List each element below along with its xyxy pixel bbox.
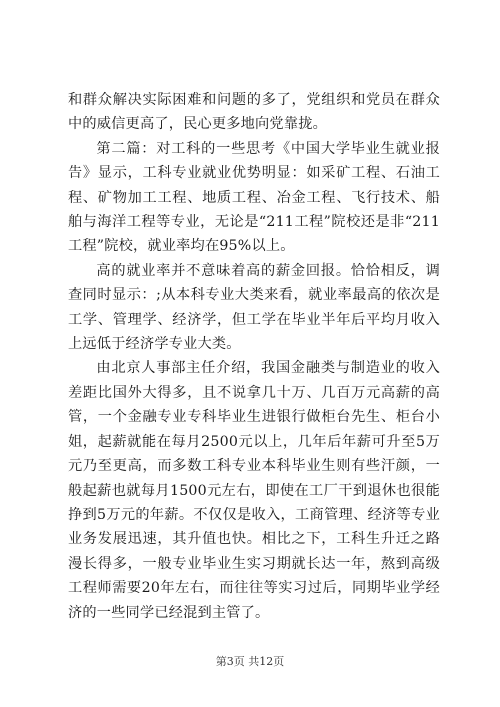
paragraph-continuation: 和群众解决实际困难和问题的多了，党组织和党员在群众中的威信更高了，民心更多地向党靠拢。 bbox=[68, 92, 440, 133]
paragraph-salary-return: 高的就业率并不意味着高的薪金回报。恰恰相反，调查同时显示：;从本科专业大类来看，就业率最高的依次是工学、管理学、经济学，但工学在毕业半年后平均月收入上远低于经济学专业大类。 bbox=[68, 262, 440, 353]
document-body bbox=[68, 88, 440, 625]
paragraph-income-gap: 由北京人事部主任介绍，我国金融类与制造业的收入差距比国外大得多，且不说拿几十万、几百万元高薪的高管，一个金融专业专科毕业生进银行做柜台先生、柜台小姐，起薪就能在每月2500元以上，几年后年薪可升至5万元乃至更高，而多数工科专业本科毕业生则有些汗颜，一般起薪也就每月1500元左右，即使在工厂干到退休也很能挣到5万元的年薪。不仅仅是收入，工商管理、经济等专业业务发展迅速，其升值也快。相比之下，工科生升迁之路漫长得多，一般专业毕业生实习期就长达一年，熬到高级工程师需要20年左右，而往往等实习过后，同期毕业学经济的一些同学已经混到主管了。 bbox=[68, 360, 440, 621]
paragraph-section-two-intro: 第二篇：对工科的一些思考《中国大学毕业生就业报告》显示，工科专业就业优势明显：如采矿工程、石油工程、矿物加工工程、地质工程、冶金工程、飞行技术、船舶与海洋工程等专业，无论是“211工程”院校还是非“211工程”院校，就业率均在95%以上。 bbox=[68, 140, 440, 255]
page-footer: 第3页 共12页 bbox=[215, 655, 285, 668]
